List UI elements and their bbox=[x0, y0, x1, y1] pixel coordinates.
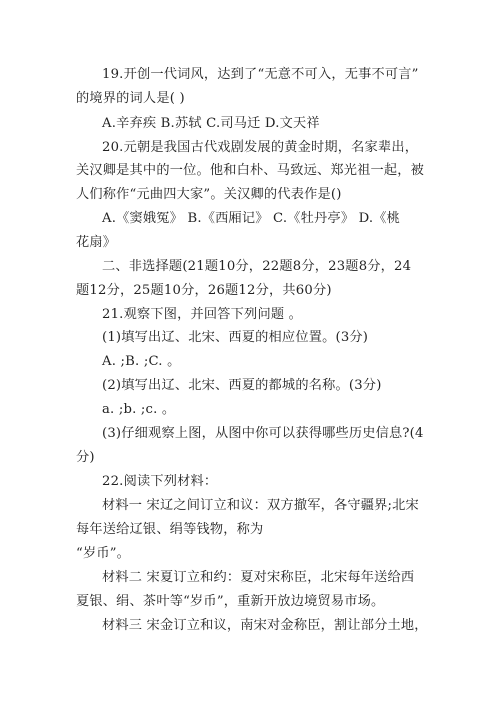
material-1-line-1: 材料一 宋辽之间订立和议：双方撤军，各守疆界;北宋 bbox=[102, 498, 419, 513]
q20-text-line-3: 人们称作“元曲四大家”。关汉卿的代表作是() bbox=[76, 187, 342, 202]
section-2-heading: 二、非选择题(21题10分，22题8分，23题8分，24 bbox=[102, 259, 412, 274]
q21-part-3-line-2: 分) bbox=[76, 450, 95, 465]
q20-options-line-1: A.《窦娥冤》 B.《西厢记》 C.《牡丹亭》 D.《桃 bbox=[102, 211, 401, 226]
q21-part-1-answer: A. ;B. ;C. 。 bbox=[102, 354, 181, 369]
section-2-heading-2: 题12分，25题10分，26题12分，共60分) bbox=[76, 283, 332, 298]
q21-text: 21.观察下图，并回答下列问题 。 bbox=[102, 307, 303, 322]
q21-part-3-line-1: (3)仔细观察上图，从图中你可以获得哪些历史信息?(4 bbox=[102, 426, 424, 441]
q21-part-1: (1)填写出辽、北宋、西夏的相应位置。(3分) bbox=[102, 330, 369, 345]
material-2-line-2: 夏银、绢、茶叶等“岁币”，重新开放边境贸易市场。 bbox=[76, 594, 385, 609]
q20-text-line-2: 关汉卿是其中的一位。他和白朴、马致远、郑光祖一起，被 bbox=[76, 163, 425, 178]
q21-part-2: (2)填写出辽、北宋、西夏的都城的名称。(3分) bbox=[102, 378, 382, 393]
q20-text-line-1: 20.元朝是我国古代戏剧发展的黄金时期，名家辈出， bbox=[102, 140, 419, 155]
material-3-line-1: 材料三 宋金订立和议，南宋对金称臣，割让部分土地， bbox=[102, 618, 428, 633]
material-2-line-1: 材料二 宋夏订立和约：夏对宋称臣，北宋每年送给西 bbox=[102, 570, 415, 585]
q20-options-line-2: 花扇》 bbox=[76, 235, 117, 250]
material-1-line-3: “岁币”。 bbox=[76, 546, 131, 561]
q19-text-line-2: 的境界的词人是( ) bbox=[76, 91, 185, 106]
q19-options: A.辛弃疾 B.苏轼 C.司马迁 D.文天祥 bbox=[102, 116, 320, 131]
q21-part-2-answer: a. ;b. ;c. 。 bbox=[102, 402, 176, 417]
q19-text-line-1: 19.开创一代词风，达到了“无意不可入，无事不可言” bbox=[102, 67, 419, 82]
q22-text: 22.阅读下列材料： bbox=[102, 474, 218, 489]
material-1-line-2: 每年送给辽银、绢等钱物，称为 bbox=[76, 522, 264, 537]
